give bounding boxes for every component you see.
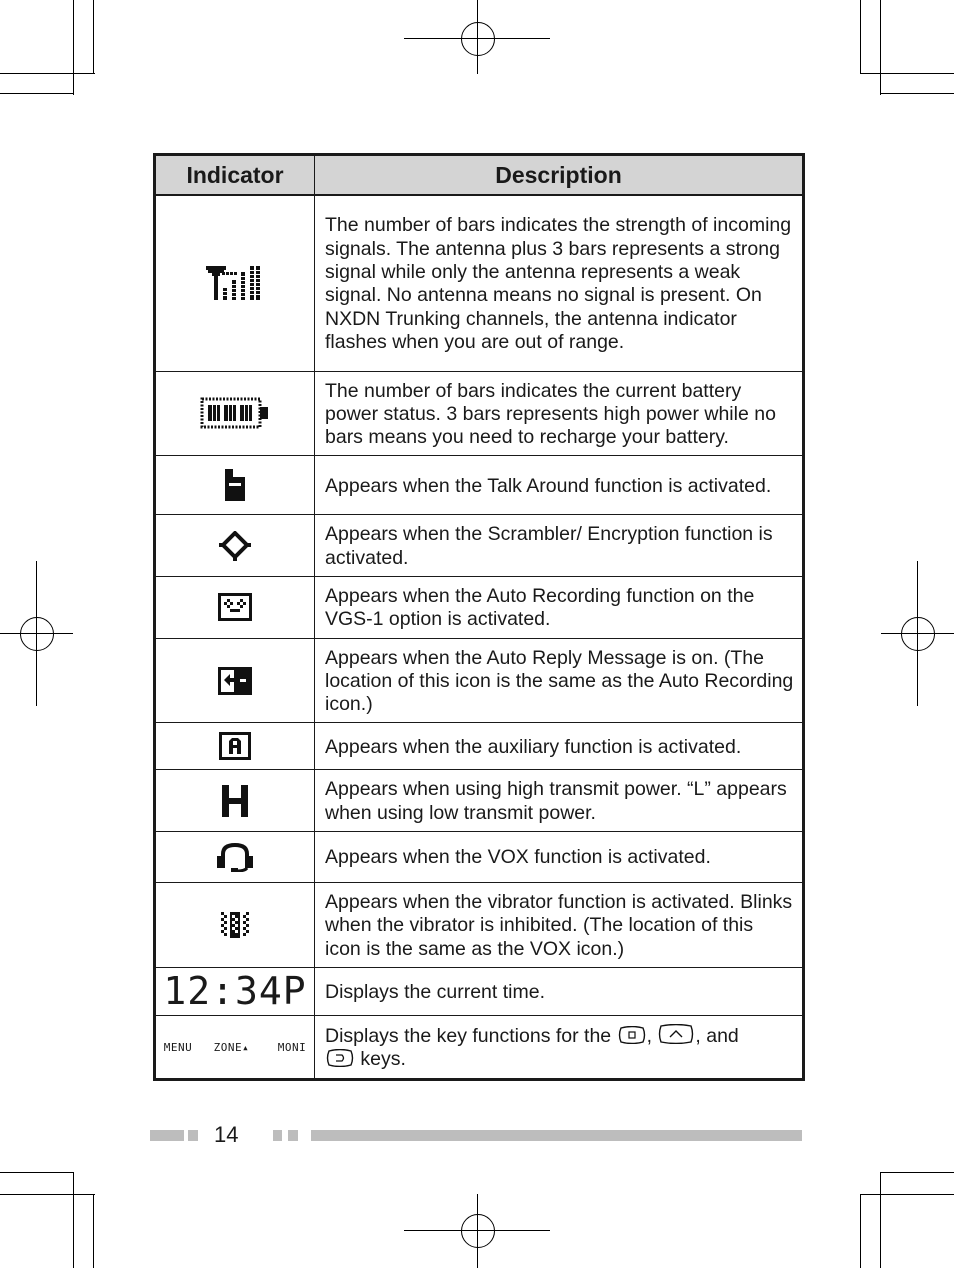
table-row — [155, 195, 804, 371]
menu-key-icon — [617, 1026, 647, 1044]
page-number: 14 — [214, 1122, 239, 1147]
table-row — [155, 723, 804, 770]
crop-mark — [0, 93, 73, 94]
description-cell: Displays the current time. — [315, 967, 804, 1015]
description-cell: Appears when using high transmit power. “L” appears when using low transmit power. — [315, 770, 804, 832]
indicator-cell — [155, 770, 315, 832]
indicator-cell — [155, 638, 315, 723]
indicator-cell — [155, 967, 315, 1015]
high-power-icon — [222, 785, 248, 817]
crop-mark — [880, 93, 954, 94]
description-column-header: Description — [315, 155, 804, 196]
indicator-cell — [155, 195, 315, 371]
vox-icon — [217, 842, 253, 872]
indicator-cell — [155, 576, 315, 638]
crop-mark — [860, 0, 861, 73]
battery-icon — [200, 397, 270, 429]
table-row — [155, 770, 804, 832]
indicator-cell — [155, 723, 315, 770]
table-row — [155, 638, 804, 723]
crop-mark — [73, 1172, 74, 1268]
table-row — [155, 883, 804, 968]
table-header-row — [155, 155, 804, 196]
crop-mark — [73, 0, 74, 95]
talk-around-icon — [225, 469, 245, 501]
table-row — [155, 967, 804, 1015]
description-cell: The number of bars indicates the strength of incoming signals. The antenna plus 3 bars represents a strong signal while only the antenna represents a weak signal. No antenna means no signal is present. On NXDN Trunking channels, the antenna indicator flashes when you are out of range. — [315, 195, 804, 371]
key-label-menu: MENU — [163, 1040, 193, 1054]
crop-mark — [880, 0, 881, 95]
table-row — [155, 1015, 804, 1079]
description-cell: Appears when the Scrambler/ Encryption function is activated. — [315, 515, 804, 577]
key-label-moni: MONI — [277, 1040, 307, 1054]
vibrator-icon — [219, 910, 251, 940]
crop-mark — [860, 73, 954, 74]
footer-bar-left — [150, 1130, 184, 1141]
description-cell: Appears when the VOX function is activated. — [315, 832, 804, 883]
description-cell: The number of bars indicates the current battery power status. 3 bars represents high power while no bars means you need to recharge your battery. — [315, 371, 804, 456]
table-row — [155, 576, 804, 638]
crop-mark — [0, 1194, 95, 1195]
key-label-zone: ZONE▴ — [213, 1040, 250, 1054]
footer-bar-mid-1 — [273, 1130, 282, 1141]
footer-bar-right — [311, 1130, 802, 1141]
indicator-cell — [155, 832, 315, 883]
clock-display: 12:34P — [163, 969, 307, 1014]
registration-circle — [461, 1214, 495, 1248]
crop-mark — [860, 1194, 954, 1195]
moni-key-icon — [325, 1049, 355, 1067]
indicator-cell — [155, 371, 315, 456]
crop-mark — [0, 1172, 73, 1173]
crop-mark — [93, 1194, 94, 1268]
up-key-icon — [657, 1024, 695, 1044]
key-desc-sep1: , — [646, 1024, 652, 1047]
auxiliary-icon — [219, 732, 251, 760]
auto-recording-icon — [218, 593, 252, 621]
description-cell: Appears when the Auto Recording function on the VGS-1 option is activated. — [315, 576, 804, 638]
description-cell — [315, 1015, 804, 1079]
auto-reply-icon — [218, 667, 252, 695]
indicator-cell — [155, 456, 315, 515]
registration-circle — [901, 617, 935, 651]
indicator-cell — [155, 515, 315, 577]
description-cell: Appears when the Auto Reply Message is on. (The location of this icon is the same as the Auto Recording icon.) — [315, 638, 804, 723]
table-row — [155, 371, 804, 456]
description-cell: Appears when the vibrator function is activated. Blinks when the vibrator is inhibited. (The location of this icon is the same as the VOX icon.) — [315, 883, 804, 968]
key-desc-suffix: keys. — [360, 1048, 406, 1071]
crop-mark — [880, 1172, 881, 1268]
registration-circle — [461, 22, 495, 56]
description-cell: Appears when the auxiliary function is activated. — [315, 723, 804, 770]
footer-bar-mid-2 — [288, 1130, 298, 1141]
signal-strength-icon — [206, 266, 264, 300]
indicator-table — [153, 153, 805, 1081]
key-desc-sep2: , and — [695, 1024, 739, 1047]
key-desc-prefix: Displays the key functions for the — [325, 1024, 612, 1047]
table-row — [155, 456, 804, 515]
registration-circle — [20, 617, 54, 651]
crop-mark — [880, 1172, 954, 1173]
indicator-cell — [155, 883, 315, 968]
description-cell: Appears when the Talk Around function is activated. — [315, 456, 804, 515]
indicator-column-header: Indicator — [155, 155, 315, 196]
table-row — [155, 832, 804, 883]
scrambler-icon — [219, 531, 251, 561]
crop-mark — [93, 0, 94, 73]
table-row — [155, 515, 804, 577]
footer-bar-left-small — [188, 1130, 198, 1141]
crop-mark — [860, 1194, 861, 1268]
indicator-cell — [155, 1015, 315, 1079]
crop-mark — [0, 73, 95, 74]
